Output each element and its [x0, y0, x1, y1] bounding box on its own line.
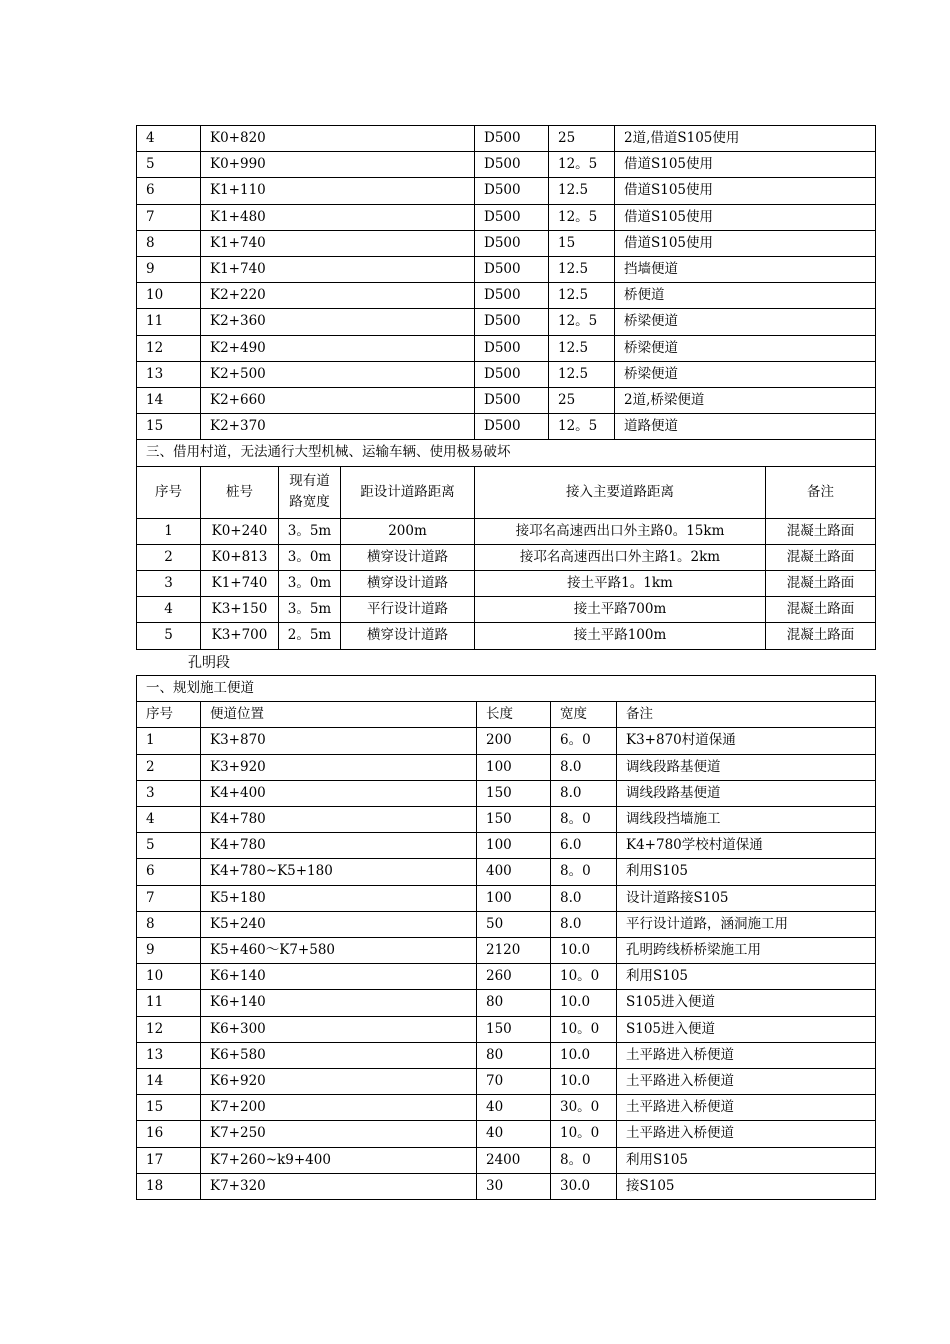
row-number: 9 — [137, 257, 201, 283]
table-row — [137, 1173, 876, 1199]
section-title: 三、借用村道，无法通行大型机械、运输车辆、使用极易破坏 — [137, 440, 876, 466]
remark: 土平路进入桥便道 — [617, 1069, 876, 1095]
remark: 桥梁便道 — [615, 361, 876, 387]
width-value: 30。0 — [551, 1095, 617, 1121]
distance-to-design-road: 横穿设计道路 — [341, 544, 475, 570]
header-road-width — [279, 466, 341, 518]
width-value: 10.0 — [551, 1042, 617, 1068]
remark: 利用S105 — [617, 1147, 876, 1173]
road-location: K3+870 — [201, 728, 477, 754]
distance-to-main-road: 接土平路700m — [475, 597, 766, 623]
row-number: 9 — [137, 938, 201, 964]
width-value: 8.0 — [551, 911, 617, 937]
row-number: 7 — [137, 885, 201, 911]
table-row — [137, 414, 876, 440]
remark: 平行设计道路，涵洞施工用 — [617, 911, 876, 937]
pile-number: K1+480 — [201, 204, 475, 230]
pile-number: K2+360 — [201, 309, 475, 335]
remark: 接S105 — [617, 1173, 876, 1199]
row-number: 17 — [137, 1147, 201, 1173]
length-value: 40 — [477, 1121, 551, 1147]
road-width: 3。5m — [279, 518, 341, 544]
row-number: 8 — [137, 911, 201, 937]
table-row — [137, 597, 876, 623]
length-value: 100 — [477, 833, 551, 859]
pile-number: K1+740 — [201, 230, 475, 256]
road-location: K5+180 — [201, 885, 477, 911]
table-row — [137, 728, 876, 754]
remark: 2道,桥梁便道 — [615, 388, 876, 414]
table-row — [137, 964, 876, 990]
remark: 桥梁便道 — [615, 335, 876, 361]
table-row — [137, 859, 876, 885]
width-value: 8.0 — [551, 885, 617, 911]
header-road-width-line2: 路宽度 — [289, 494, 330, 511]
row-number: 11 — [137, 990, 201, 1016]
header-row — [137, 702, 876, 728]
row-number: 1 — [137, 518, 201, 544]
distance-to-main-road: 接邛名高速西出口外主路0。15km — [475, 518, 766, 544]
temporary-road-table — [136, 675, 876, 1200]
row-number: 15 — [137, 414, 201, 440]
width-value: 10.0 — [551, 1069, 617, 1095]
road-location: K4+780 — [201, 807, 477, 833]
row-number: 12 — [137, 335, 201, 361]
row-number: 1 — [137, 728, 201, 754]
width-value: 10。0 — [551, 1016, 617, 1042]
table-row — [137, 361, 876, 387]
length-value: 12。5 — [549, 152, 615, 178]
remark: 2道,借道S105使用 — [615, 126, 876, 152]
row-number: 6 — [137, 178, 201, 204]
width-value: 10。0 — [551, 1121, 617, 1147]
length-value: 30 — [477, 1173, 551, 1199]
length-value: 25 — [549, 126, 615, 152]
width-value: 6.0 — [551, 833, 617, 859]
remark: S105进入便道 — [617, 990, 876, 1016]
row-number: 5 — [137, 152, 201, 178]
width-value: 8.0 — [551, 780, 617, 806]
width-value: 30.0 — [551, 1173, 617, 1199]
length-value: 50 — [477, 911, 551, 937]
row-number: 18 — [137, 1173, 201, 1199]
table-row — [137, 283, 876, 309]
table-row — [137, 754, 876, 780]
table-row — [137, 885, 876, 911]
table-row — [137, 544, 876, 570]
row-number: 12 — [137, 1016, 201, 1042]
remark: 桥便道 — [615, 283, 876, 309]
pile-number: K1+110 — [201, 178, 475, 204]
length-value: 12.5 — [549, 283, 615, 309]
remark: 混凝土路面 — [766, 623, 876, 649]
table-row — [137, 230, 876, 256]
remark: 借道S105使用 — [615, 230, 876, 256]
length-value: 200 — [477, 728, 551, 754]
remark: 利用S105 — [617, 964, 876, 990]
header-width: 宽度 — [551, 702, 617, 728]
table-row — [137, 204, 876, 230]
row-number: 14 — [137, 1069, 201, 1095]
row-number: 4 — [137, 807, 201, 833]
road-location: K6+920 — [201, 1069, 477, 1095]
pile-number: K0+990 — [201, 152, 475, 178]
remark: 调线段路基便道 — [617, 754, 876, 780]
remark: 土平路进入桥便道 — [617, 1095, 876, 1121]
remark: 混凝土路面 — [766, 597, 876, 623]
length-value: 150 — [477, 1016, 551, 1042]
table-row — [137, 388, 876, 414]
length-value: 15 — [549, 230, 615, 256]
pipe-spec: D500 — [475, 414, 549, 440]
remark: 借道S105使用 — [615, 152, 876, 178]
remark: 土平路进入桥便道 — [617, 1042, 876, 1068]
road-location: K6+140 — [201, 990, 477, 1016]
pile-number: K0+240 — [201, 518, 279, 544]
length-value: 70 — [477, 1069, 551, 1095]
header-note: 备注 — [766, 466, 876, 518]
length-value: 40 — [477, 1095, 551, 1121]
row-number: 8 — [137, 230, 201, 256]
table-row — [137, 623, 876, 649]
row-number: 15 — [137, 1095, 201, 1121]
table-row — [137, 938, 876, 964]
pile-number: K0+820 — [201, 126, 475, 152]
length-value: 80 — [477, 990, 551, 1016]
remark: 调线段路基便道 — [617, 780, 876, 806]
road-location: K7+200 — [201, 1095, 477, 1121]
remark: 孔明跨线桥桥梁施工用 — [617, 938, 876, 964]
row-number: 4 — [137, 597, 201, 623]
pile-number: K2+490 — [201, 335, 475, 361]
pile-number: K1+740 — [201, 257, 475, 283]
header-note: 备注 — [617, 702, 876, 728]
distance-to-design-road: 横穿设计道路 — [341, 623, 475, 649]
length-value: 400 — [477, 859, 551, 885]
pile-number: K2+660 — [201, 388, 475, 414]
row-number: 2 — [137, 754, 201, 780]
road-location: K5+240 — [201, 911, 477, 937]
distance-to-design-road: 200m — [341, 518, 475, 544]
table-row — [137, 178, 876, 204]
length-value: 80 — [477, 1042, 551, 1068]
table-row — [137, 571, 876, 597]
table-row — [137, 1016, 876, 1042]
width-value: 8。0 — [551, 1147, 617, 1173]
length-value: 12。5 — [549, 309, 615, 335]
length-value: 100 — [477, 754, 551, 780]
pipe-spec: D500 — [475, 152, 549, 178]
section-title-row — [137, 440, 876, 466]
table-row — [137, 518, 876, 544]
road-location: K6+140 — [201, 964, 477, 990]
row-number: 16 — [137, 1121, 201, 1147]
header-location: 便道位置 — [201, 702, 477, 728]
row-number: 10 — [137, 964, 201, 990]
pipe-spec: D500 — [475, 230, 549, 256]
remark: 混凝土路面 — [766, 544, 876, 570]
road-location: K3+920 — [201, 754, 477, 780]
width-value: 8。0 — [551, 807, 617, 833]
row-number: 13 — [137, 1042, 201, 1068]
pile-number: K2+500 — [201, 361, 475, 387]
distance-to-main-road: 接土平路100m — [475, 623, 766, 649]
header-distance: 距设计道路距离 — [341, 466, 475, 518]
table-row — [137, 1147, 876, 1173]
length-value: 12。5 — [549, 204, 615, 230]
remark: 桥梁便道 — [615, 309, 876, 335]
remark: 混凝土路面 — [766, 518, 876, 544]
table-row — [137, 126, 876, 152]
table-row — [137, 257, 876, 283]
length-value: 12.5 — [549, 257, 615, 283]
road-location: K6+580 — [201, 1042, 477, 1068]
remark: 土平路进入桥便道 — [617, 1121, 876, 1147]
row-number: 10 — [137, 283, 201, 309]
remark: 调线段挡墙施工 — [617, 807, 876, 833]
length-value: 12.5 — [549, 335, 615, 361]
road-location: K7+260~k9+400 — [201, 1147, 477, 1173]
row-number: 14 — [137, 388, 201, 414]
road-width: 3。0m — [279, 571, 341, 597]
road-location: K7+250 — [201, 1121, 477, 1147]
length-value: 12.5 — [549, 178, 615, 204]
length-value: 150 — [477, 807, 551, 833]
pipe-spec: D500 — [475, 388, 549, 414]
row-number: 3 — [137, 571, 201, 597]
road-location: K6+300 — [201, 1016, 477, 1042]
remark: 设计道路接S105 — [617, 885, 876, 911]
width-value: 10。0 — [551, 964, 617, 990]
road-location: K4+780 — [201, 833, 477, 859]
header-no: 序号 — [137, 466, 201, 518]
distance-to-main-road: 接邛名高速西出口外主路1。2km — [475, 544, 766, 570]
distance-to-main-road: 接土平路1。1km — [475, 571, 766, 597]
section-label: 孔明段 — [188, 655, 230, 671]
row-number: 6 — [137, 859, 201, 885]
remark: 利用S105 — [617, 859, 876, 885]
table-row — [137, 152, 876, 178]
distance-to-design-road: 横穿设计道路 — [341, 571, 475, 597]
table-row — [137, 911, 876, 937]
pile-number: K3+150 — [201, 597, 279, 623]
pile-number: K0+813 — [201, 544, 279, 570]
pipe-spec: D500 — [475, 204, 549, 230]
road-width: 3。5m — [279, 597, 341, 623]
length-value: 260 — [477, 964, 551, 990]
row-number: 3 — [137, 780, 201, 806]
length-value: 100 — [477, 885, 551, 911]
row-number: 13 — [137, 361, 201, 387]
row-number: 5 — [137, 623, 201, 649]
pipe-spec: D500 — [475, 257, 549, 283]
table-row — [137, 1069, 876, 1095]
table-row — [137, 1121, 876, 1147]
table-row — [137, 833, 876, 859]
width-value: 8。0 — [551, 859, 617, 885]
pile-number: K1+740 — [201, 571, 279, 597]
road-location: K7+320 — [201, 1173, 477, 1199]
remark: S105进入便道 — [617, 1016, 876, 1042]
width-value: 8.0 — [551, 754, 617, 780]
length-value: 25 — [549, 388, 615, 414]
row-number: 11 — [137, 309, 201, 335]
table-row — [137, 1095, 876, 1121]
header-pile: 桩号 — [201, 466, 279, 518]
table-row — [137, 807, 876, 833]
header-row — [137, 466, 876, 518]
pile-number: K2+220 — [201, 283, 475, 309]
header-length: 长度 — [477, 702, 551, 728]
row-number: 7 — [137, 204, 201, 230]
remark: 挡墙便道 — [615, 257, 876, 283]
length-value: 2400 — [477, 1147, 551, 1173]
table-row — [137, 1042, 876, 1068]
pile-number: K2+370 — [201, 414, 475, 440]
header-access: 接入主要道路距离 — [475, 466, 766, 518]
culvert-table — [136, 125, 876, 650]
road-width: 3。0m — [279, 544, 341, 570]
row-number: 5 — [137, 833, 201, 859]
pipe-spec: D500 — [475, 309, 549, 335]
pipe-spec: D500 — [475, 178, 549, 204]
row-number: 2 — [137, 544, 201, 570]
remark: 混凝土路面 — [766, 571, 876, 597]
row-number: 4 — [137, 126, 201, 152]
road-location: K4+400 — [201, 780, 477, 806]
length-value: 2120 — [477, 938, 551, 964]
table-row — [137, 990, 876, 1016]
remark: 借道S105使用 — [615, 204, 876, 230]
pipe-spec: D500 — [475, 283, 549, 309]
pile-number: K3+700 — [201, 623, 279, 649]
width-value: 10.0 — [551, 938, 617, 964]
table-row — [137, 780, 876, 806]
width-value: 10.0 — [551, 990, 617, 1016]
road-width: 2。5m — [279, 623, 341, 649]
road-location: K4+780~K5+180 — [201, 859, 477, 885]
road-location: K5+460～K7+580 — [201, 938, 477, 964]
header-road-width-line1: 现有道 — [289, 473, 330, 490]
section-title-row — [137, 676, 876, 702]
pipe-spec: D500 — [475, 126, 549, 152]
remark: K4+780学校村道保通 — [617, 833, 876, 859]
section-title: 一、规划施工便道 — [137, 676, 876, 702]
table-row — [137, 309, 876, 335]
header-no: 序号 — [137, 702, 201, 728]
width-value: 6。0 — [551, 728, 617, 754]
pipe-spec: D500 — [475, 361, 549, 387]
table-row — [137, 335, 876, 361]
remark: 借道S105使用 — [615, 178, 876, 204]
length-value: 12。5 — [549, 414, 615, 440]
pipe-spec: D500 — [475, 335, 549, 361]
remark: 道路便道 — [615, 414, 876, 440]
remark: K3+870村道保通 — [617, 728, 876, 754]
distance-to-design-road: 平行设计道路 — [341, 597, 475, 623]
length-value: 12.5 — [549, 361, 615, 387]
length-value: 150 — [477, 780, 551, 806]
